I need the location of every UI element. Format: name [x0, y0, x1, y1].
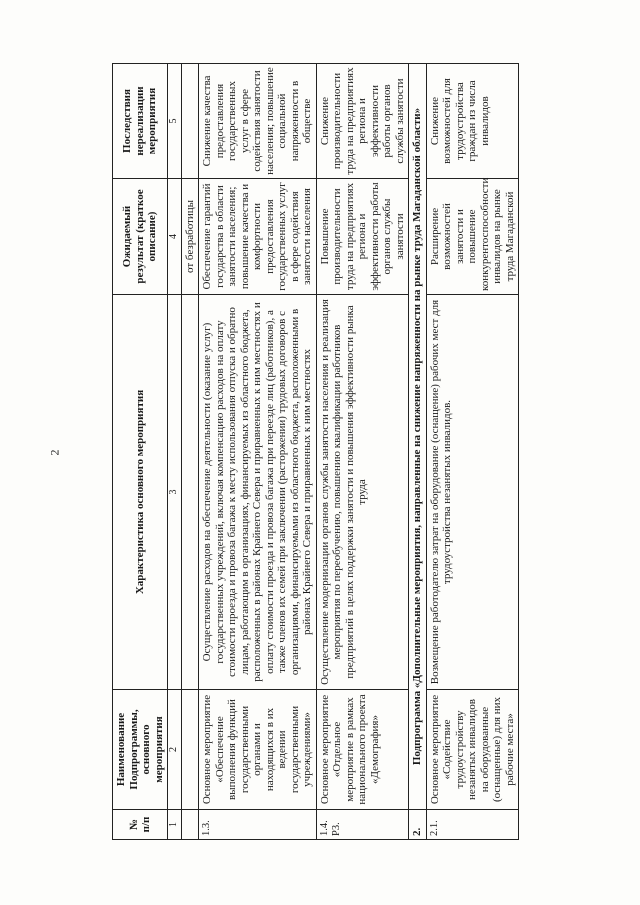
- table-row: [199, 64, 317, 840]
- measure-description: Возмещение работодателю затрат на оборудование (оснащение) рабочих мест для трудоустройства незанятых инвалидов.: [426, 295, 519, 690]
- column-index-row: [168, 64, 182, 840]
- subprogram-title: Подпрограмма «Дополнительные мероприятия, направленные на снижение напряженности на рынке труда Магаданской области»: [409, 64, 427, 810]
- header-result: Ожидаемый результат (краткое описание): [113, 179, 168, 295]
- continuation-row: [181, 64, 199, 840]
- measure-name: Основное мероприятие «Содействие трудоустройству незанятых инвалидов на оборудованные (оснащенные) для них рабочие места»: [426, 690, 519, 810]
- measure-description: Осуществление модернизации органов службы занятости населения и реализация мероприятия по переобучению, повышению квалификации работников предприятий в целях поддержки занятости и повышения эффективности рынка труда: [316, 295, 409, 690]
- row-number: 1.3.: [199, 810, 317, 840]
- row-number: 1.4. Р3.: [316, 810, 409, 840]
- row-number: 2.1.: [426, 810, 519, 840]
- measures-table: [112, 63, 519, 840]
- table-row: [316, 64, 409, 840]
- column-index: 3: [168, 295, 182, 690]
- header-row: [113, 64, 168, 840]
- measure-name: Основное мероприятие «Отдельное мероприятие в рамках национального проекта «Демография»: [316, 690, 409, 810]
- header-num: № п/п: [113, 810, 168, 840]
- header-name: Наименование Подпрограммы, основного мероприятия: [113, 690, 168, 810]
- column-index: 2: [168, 690, 182, 810]
- measure-description: Осуществление расходов на обеспечение деятельности (оказание услуг) государственных учреждений, включая компенсацию расходов на оплату стоимости проезда и провоза багажа к месту использования отпуска и обратно лицам, работающим в организациях, финансируемых из областного бюджета, расположенных в районах Крайнего Севера и приравненных к ним местностях и оплату стоимости проезда и провоза багажа при переезде лиц (работников), а также членов их семей при заключении (расторжении) трудовых договоров с организациями, финансируемыми из областного бюджета, расположенными в районах Крайнего Севера и приравненных к ним местностях: [199, 295, 317, 690]
- table-row: [426, 64, 519, 840]
- column-index: 4: [168, 179, 182, 295]
- header-description: Характеристика основного мероприятия: [113, 295, 168, 690]
- measure-result: Расширение возможностей занятости и повышение конкурентоспособности инвалидов на рынке труда Магаданской: [426, 179, 519, 295]
- measure-consequences: Снижение производительности труда на предприятиях региона и эффективности работы органов службы занятости: [316, 64, 409, 179]
- subprogram-number: 2.: [409, 810, 427, 840]
- measure-consequences: Снижение качества предоставления государственных услуг в сфере содействия занятости населения; повышение социальной напряженности в обществе: [199, 64, 317, 179]
- column-index: 5: [168, 64, 182, 179]
- header-consequences: Последствия нереализации мероприятия: [113, 64, 168, 179]
- subprogram-row: [409, 64, 427, 840]
- page-number: 2: [47, 449, 62, 456]
- column-index: 1: [168, 810, 182, 840]
- measure-result: Обеспечение гарантий государства в области занятости населения; повышение качества и комфортности предоставления государственных услуг в сфере содействия занятости населения: [199, 179, 317, 295]
- measure-name: Основное мероприятие «Обеспечение выполнения функций государственными органами и находящихся в их ведении государственными учреждениями»: [199, 690, 317, 810]
- continued-result-text: от безработицы: [181, 179, 199, 295]
- rotated-table-container: [112, 64, 632, 840]
- measure-result: Повышение производительности труда на предприятиях региона и эффективности работы органов службы занятости: [316, 179, 409, 295]
- measure-consequences: Снижение возможностей для трудоустройства граждан из числа инвалидов: [426, 64, 519, 179]
